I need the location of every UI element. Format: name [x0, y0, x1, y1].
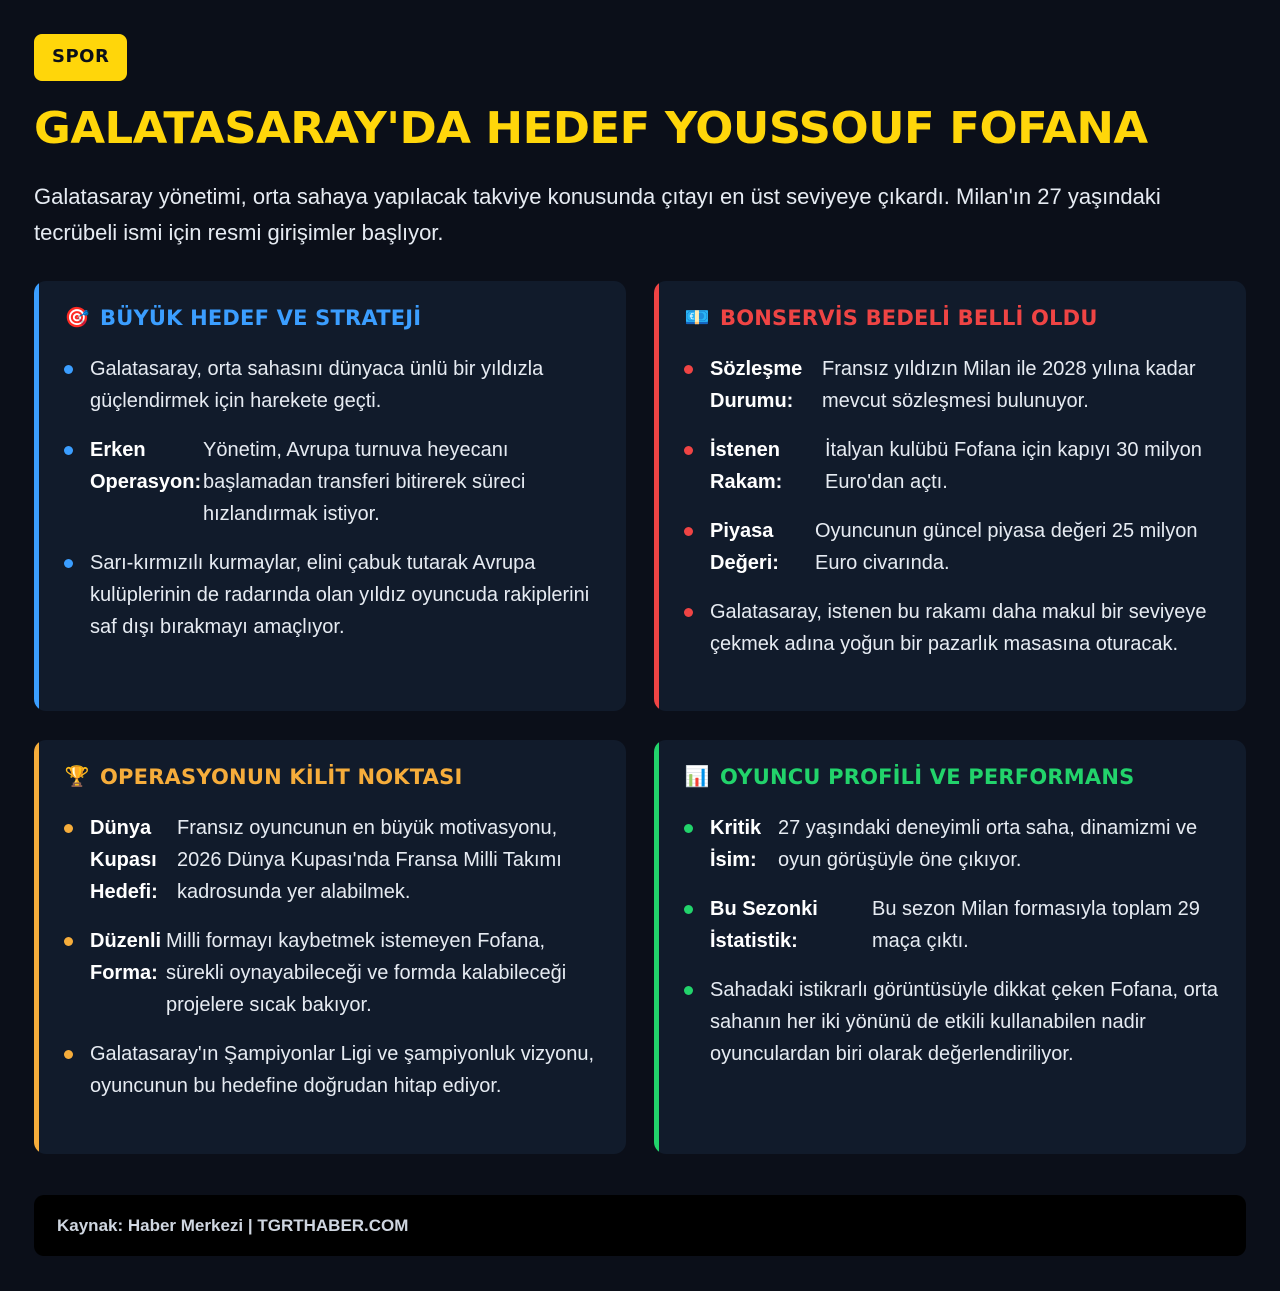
item-text: Fransız yıldızın Milan ile 2028 yılına kadar mevcut sözleşmesi bulunuyor.	[822, 358, 1196, 412]
item-label: Piyasa Değeri:	[710, 520, 779, 574]
item-label: İstenen Rakam:	[710, 439, 783, 493]
bullet-icon	[64, 1050, 73, 1059]
list-item	[64, 925, 602, 1021]
list-item	[684, 974, 1222, 1070]
card-title: BÜYÜK HEDEF VE STRATEJİ	[100, 306, 422, 330]
card-list	[64, 353, 602, 643]
card-header	[64, 303, 602, 333]
item-text: Yönetim, Avrupa turnuva heyecanı başlamadan transferi bitirerek süreci hızlandırmak istiyor.	[203, 439, 526, 525]
bullet-icon	[64, 824, 73, 833]
item-label: Erken Operasyon:	[90, 439, 202, 493]
source-footer	[34, 1195, 1246, 1256]
trophy-icon: 🏆	[64, 766, 90, 788]
list-item	[684, 596, 1222, 660]
item-text: 27 yaşındaki deneyimli orta saha, dinamizmi ve oyun görüşüyle öne çıkıyor.	[778, 817, 1198, 871]
item-text: Galatasaray, orta sahasını dünyaca ünlü bir yıldızla güçlendirmek için harekete geçti.	[90, 358, 544, 412]
card-header	[684, 762, 1222, 792]
item-text: Oyuncunun güncel piyasa değeri 25 milyon Euro civarında.	[815, 520, 1198, 574]
item-text: Galatasaray, istenen bu rakamı daha makul bir seviyeye çekmek adına yoğun bir pazarlık masasına oturacak.	[710, 601, 1207, 655]
bullet-icon	[684, 446, 693, 455]
card-strategy	[34, 281, 626, 711]
bar-chart-icon: 📊	[684, 766, 710, 788]
item-text: İtalyan kulübü Fofana için kapıyı 30 milyon Euro'dan açtı.	[825, 439, 1202, 493]
list-item	[64, 353, 602, 417]
item-text: Galatasaray'ın Şampiyonlar Ligi ve şampiyonluk vizyonu, oyuncunun bu hedefine doğrudan hitap ediyor.	[90, 1043, 595, 1097]
bullet-icon	[684, 527, 693, 536]
lead-paragraph: Galatasaray yönetimi, orta sahaya yapılacak takviye konusunda çıtayı en üst seviyeye çıkardı. Milan'ın 27 yaşındaki tecrübeli ismi için resmi girişimler başlıyor.	[34, 184, 1161, 245]
list-item	[684, 893, 1222, 957]
card-player-profile	[654, 740, 1246, 1154]
cards-grid	[34, 281, 1246, 1154]
list-item	[64, 434, 602, 530]
card-key-point	[34, 740, 626, 1154]
list-item	[64, 812, 602, 908]
list-item	[684, 812, 1222, 876]
list-item	[64, 1038, 602, 1102]
item-label: Sözleşme Durumu:	[710, 358, 803, 412]
list-item	[64, 547, 602, 643]
source-text: Kaynak: Haber Merkezi | TGRTHABER.COM	[57, 1215, 409, 1235]
bullet-icon	[64, 365, 73, 374]
item-text: Sahadaki istikrarlı görüntüsüyle dikkat çeken Fofana, orta sahanın her iki yönünü de etkili kullanabilen nadir oyunculardan biri olarak değerlendiriliyor.	[710, 979, 1219, 1065]
category-badge: SPOR	[34, 34, 127, 81]
item-text: Bu sezon Milan formasıyla toplam 29 maça çıktı.	[872, 898, 1200, 952]
card-list	[684, 812, 1222, 1070]
card-header	[684, 303, 1222, 333]
card-header	[64, 762, 602, 792]
card-list	[684, 353, 1222, 660]
bullet-icon	[684, 905, 693, 914]
bullet-icon	[64, 446, 73, 455]
list-item	[684, 515, 1222, 579]
item-label: Dünya Kupası Hedefi:	[90, 817, 158, 903]
bullet-icon	[684, 365, 693, 374]
card-title: BONSERVİS BEDELİ BELLİ OLDU	[720, 306, 1098, 330]
list-item	[684, 434, 1222, 498]
card-transfer-fee	[654, 281, 1246, 711]
item-text: Milli formayı kaybetmek istemeyen Fofana, sürekli oynayabileceği ve formda kalabileceği projelere sıcak bakıyor.	[166, 930, 567, 1016]
bullet-icon	[684, 608, 693, 617]
bullet-icon	[684, 986, 693, 995]
page-title: GALATASARAY'DA HEDEF YOUSSOUF FOFANA	[34, 103, 1148, 154]
item-label: Düzenli Forma:	[90, 930, 162, 984]
euro-banknote-icon: 💶	[684, 307, 710, 329]
item-label: Kritik İsim:	[710, 817, 762, 871]
bullet-icon	[64, 559, 73, 568]
bullet-icon	[64, 937, 73, 946]
item-text: Fransız oyuncunun en büyük motivasyonu, 2026 Dünya Kupası'nda Fransa Milli Takımı kadrosunda yer alabilmek.	[177, 817, 562, 903]
card-list	[64, 812, 602, 1102]
item-text: Sarı-kırmızılı kurmaylar, elini çabuk tutarak Avrupa kulüplerinin de radarında olan yıldız oyuncuda rakiplerini saf dışı bırakmayı amaçlıyor.	[90, 552, 590, 638]
list-item	[684, 353, 1222, 417]
bullet-icon	[684, 824, 693, 833]
card-title: OPERASYONUN KİLİT NOKTASI	[100, 765, 463, 789]
item-label: Bu Sezonki İstatistik:	[710, 898, 818, 952]
card-title: OYUNCU PROFİLİ VE PERFORMANS	[720, 765, 1135, 789]
target-icon: 🎯	[64, 307, 90, 329]
